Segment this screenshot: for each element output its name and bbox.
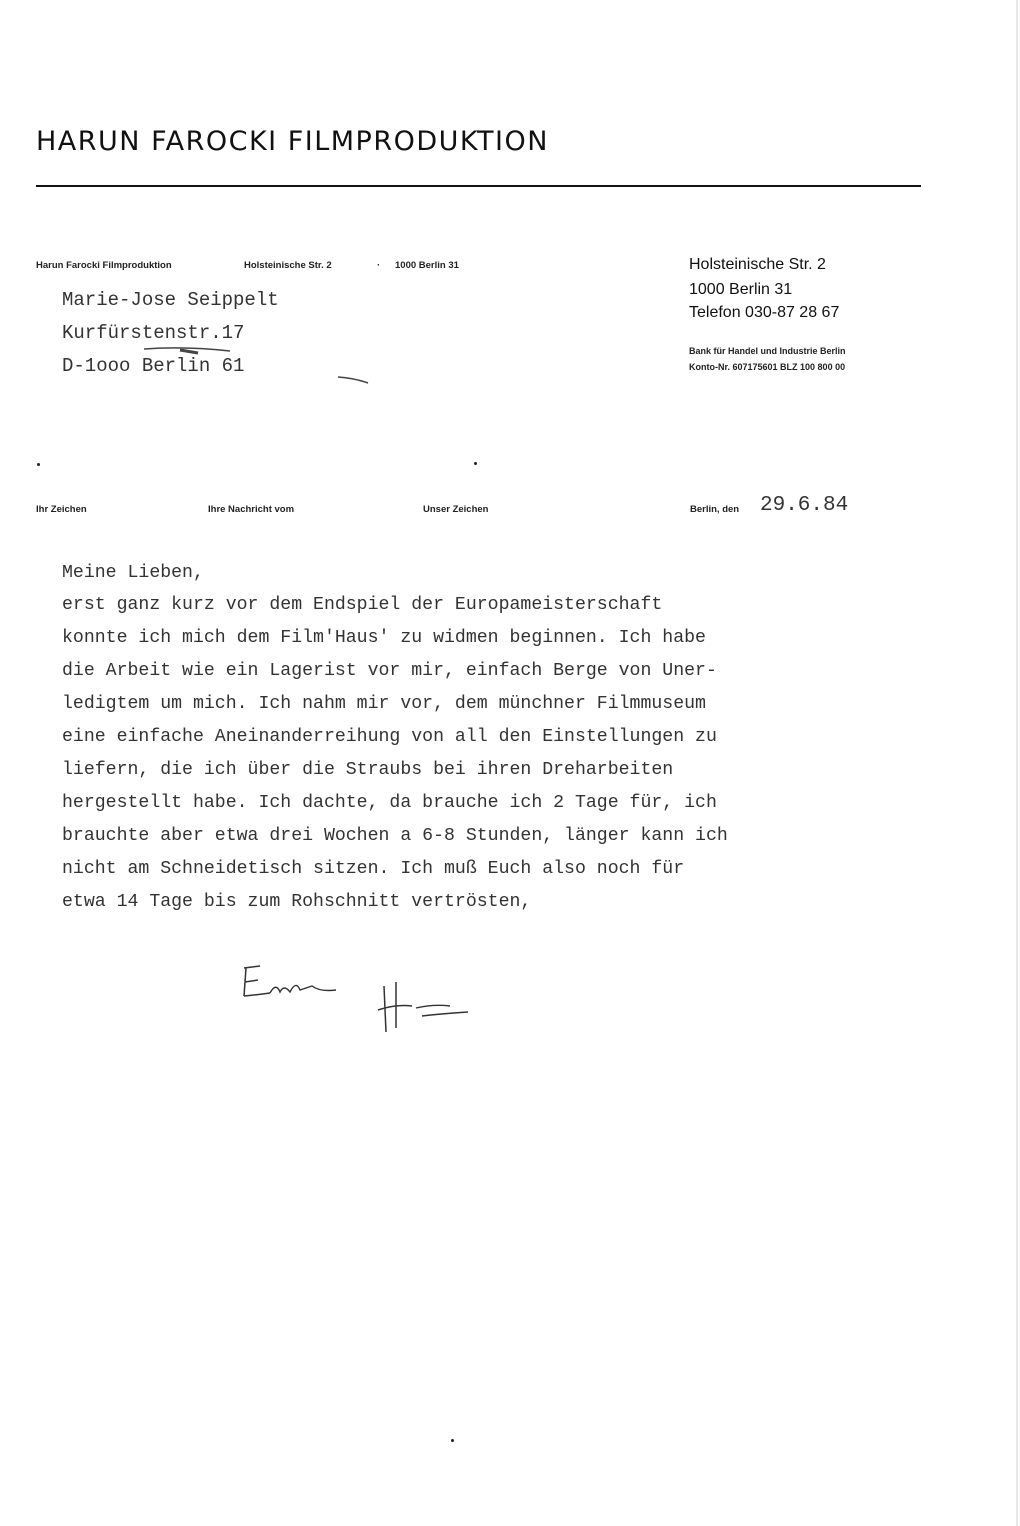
body-line: erst ganz kurz vor dem Endspiel der Europameisterschaft <box>62 595 663 615</box>
label-your-sign: Ihr Zeichen <box>36 504 87 515</box>
body-line: die Arbeit wie ein Lagerist vor mir, einfach Berge von Uner- <box>62 661 717 681</box>
body-line: ledigtem um mich. Ich nahm mir vor, dem münchner Filmmuseum <box>62 694 706 714</box>
letter-date: 29.6.84 <box>760 494 849 517</box>
body-line: hergestellt habe. Ich dachte, da brauche ich 2 Tage für, ich <box>62 793 717 813</box>
contact-bank: Bank für Handel und Industrie Berlin <box>689 346 846 356</box>
contact-street: Holsteinische Str. 2 <box>689 256 826 273</box>
body-line: brauchte aber etwa drei Wochen a 6-8 Stunden, länger kann ich <box>62 826 728 846</box>
sender-separator: · <box>377 260 381 271</box>
body-line: liefern, die ich über die Straubs bei ihren Dreharbeiten <box>62 760 674 780</box>
fold-mark-center <box>474 462 477 465</box>
body-line: nicht am Schneidetisch sitzen. Ich muß Euch also noch für <box>62 859 685 879</box>
body-line: etwa 14 Tage bis zum Rohschnitt vertrösten, <box>62 892 532 912</box>
fold-mark-left <box>37 463 40 466</box>
label-our-sign: Unser Zeichen <box>423 504 489 515</box>
contact-city: 1000 Berlin 31 <box>689 281 793 298</box>
sender-name: Harun Farocki Filmproduktion <box>36 260 172 271</box>
salutation: Meine Lieben, <box>62 563 204 583</box>
handwritten-signature <box>236 960 486 1050</box>
recipient-name: Marie-Jose Seippelt <box>62 289 279 311</box>
recipient-street: Kurfürstenstr.17 <box>62 322 245 344</box>
sender-city: 1000 Berlin 31 <box>395 260 459 271</box>
label-place-date: Berlin, den <box>690 504 740 515</box>
body-line: konnte ich mich dem Film'Haus' zu widmen beginnen. Ich habe <box>62 628 706 648</box>
contact-account: Konto-Nr. 607175601 BLZ 100 800 00 <box>689 362 846 372</box>
page-edge <box>1016 0 1018 1526</box>
body-line: eine einfache Aneinanderreihung von all den Einstellungen zu <box>62 727 717 747</box>
pen-strike-marks <box>140 340 380 390</box>
recipient-city: D-1ooo Berlin 61 <box>62 355 245 377</box>
letterhead-rule <box>36 185 921 187</box>
company-title: HARUN FAROCKI FILMPRODUKTION <box>36 126 549 157</box>
contact-phone: Telefon 030-87 28 67 <box>689 304 840 321</box>
sender-street: Holsteinische Str. 2 <box>244 260 332 271</box>
fold-mark-bottom <box>451 1439 454 1442</box>
label-your-message: Ihre Nachricht vom <box>208 504 295 515</box>
